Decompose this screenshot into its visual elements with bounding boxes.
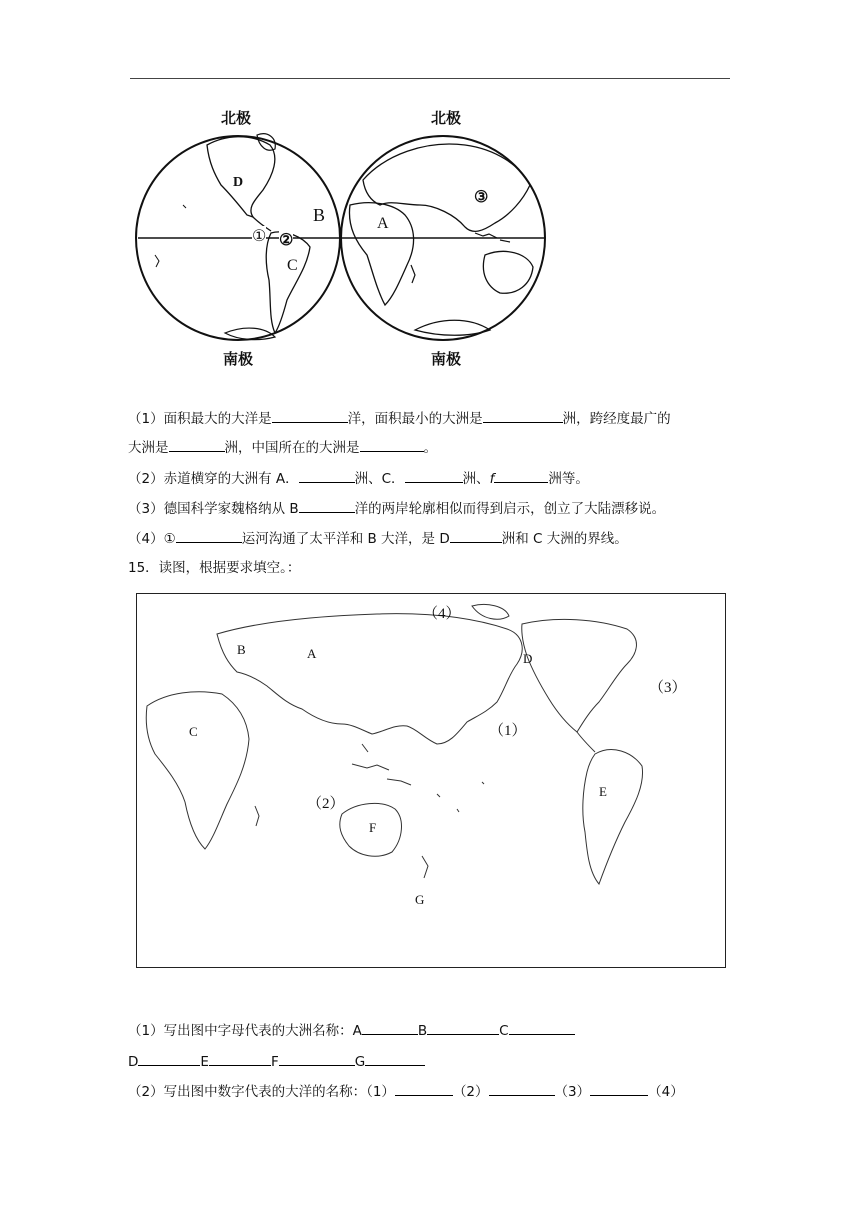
north-america-map-outline [522,619,637,732]
australia-outline [483,251,533,293]
answer-blank[interactable] [494,468,548,483]
south-america-map-outline [583,750,643,884]
pacific-islands-map [437,782,484,812]
label-b: B [313,205,326,225]
q15-s2-text-b: （2） [452,1084,489,1100]
label-circle-1: ① [252,228,267,245]
north-pole-label-left: 北极 [221,109,252,127]
map-label-1: （1） [489,723,527,739]
q14-p1-text-f: 。 [423,440,437,456]
southeast-asia-islands [352,744,411,785]
label-circle-2: ② [279,232,294,249]
q14-p1-text-a: （1）面积最大的大洋是 [128,411,272,427]
label-c: C [287,257,298,274]
label-circle-3: ③ [474,189,489,206]
map-label-a: A [307,646,317,661]
north-pole-label-right: 北极 [431,109,462,127]
q14-p2-text-c: 洲、 [462,471,490,487]
africa-map-outline [146,692,249,849]
q15-title: 15．读图，根据要求填空。： [128,560,301,576]
answer-blank[interactable] [450,528,502,543]
q14-p4-text-b: 运河沟通了太平洋和 B 大洋，是 D [241,531,450,547]
greenland-map-outline [472,604,509,619]
answer-blank[interactable] [299,498,355,513]
answer-blank[interactable] [360,437,424,452]
answer-blank[interactable] [509,1020,575,1035]
q15-s1-text-b: B [417,1023,428,1039]
hawaii-islands [183,205,186,208]
answer-blank[interactable] [489,1081,555,1096]
q15-s1-text-f: F [270,1054,279,1070]
answer-blank[interactable] [138,1051,200,1066]
answer-blank[interactable] [427,1020,499,1035]
answer-blank[interactable] [362,1020,418,1035]
south-pole-label-right: 南极 [431,350,462,368]
answer-blank[interactable] [299,468,355,483]
map-label-f: F [369,820,377,835]
new-zealand-outline [422,856,428,878]
answer-blank[interactable] [405,468,463,483]
label-d: D [233,175,244,190]
map-label-b: B [237,642,246,657]
q14-p3-text-b: 洋的两岸轮廓相似而得到启示，创立了大陆漂移说。 [354,501,666,517]
world-map-figure [136,593,726,968]
header-rule [130,78,730,79]
hemisphere-map-svg [135,105,550,370]
answer-blank[interactable] [483,408,563,423]
q14-p2-text-d: 洲等。 [548,471,589,487]
answer-blank[interactable] [169,437,225,452]
q14-part1-line1 [128,408,671,428]
q15-s1-text-e: E [200,1054,209,1070]
answer-blank[interactable] [279,1051,355,1066]
q15-s1-text-a: （1）写出图中字母代表的大洲名称：A [128,1023,362,1039]
south-pole-label-left: 南极 [223,350,254,368]
map-label-2: （2） [307,796,345,812]
map-label-4: （4） [423,606,461,622]
q14-p1-text-c: 洲，跨经度最广的 [562,411,671,427]
q14-part3 [128,498,665,518]
q15-s1-text-d: D [128,1054,139,1070]
answer-blank[interactable] [590,1081,648,1096]
world-map-svg [137,594,725,967]
q14-p1-text-b: 洋，面积最小的大洲是 [347,411,483,427]
map-label-c: C [189,724,198,739]
q14-part4 [128,528,628,548]
q14-p4-circle-1: ① [163,531,176,547]
q14-p3-text-a: （3）德国科学家魏格纳从 B [128,501,299,517]
q14-p2-letter-f: f [489,471,495,487]
map-label-g: G [415,892,425,907]
answer-blank[interactable] [176,528,242,543]
q14-part1-line2 [128,437,437,457]
q15-s2-text-a: （2）写出图中数字代表的大洋的名称：（1） [128,1084,395,1100]
label-a: A [377,215,389,232]
q14-p2-text-b: 洲、C． [354,471,405,487]
answer-blank[interactable] [365,1051,425,1066]
map-label-3: （3） [649,680,687,696]
q15-part2 [128,1081,684,1101]
q15-s1-text-c: C [499,1023,509,1039]
q14-p4-text-a: （4） [128,531,164,547]
antarctica-east-outline [415,320,490,335]
q14-p2-text-a: （2）赤道横穿的大洲有 A． [128,471,299,487]
q14-p1-text-e: 洲，中国所在的大洲是 [224,440,360,456]
q14-p4-text-c: 洲和 C 大洲的界线。 [501,531,628,547]
central-america-map-outline [577,732,595,752]
hemisphere-map-figure [135,105,550,370]
q15-s2-text-d: （4） [648,1084,684,1100]
madagascar-outline [411,265,415,283]
q14-p1-text-d: 大洲是 [128,440,169,456]
q15-s2-text-c: （3） [554,1084,591,1100]
q15-part1-line1 [128,1020,575,1040]
pacific-islands [155,255,159,267]
map-label-d: D [523,651,533,666]
eurasia-map-outline [217,614,522,744]
map-label-e: E [599,784,607,799]
q15-s1-text-g: G [354,1054,366,1070]
answer-blank[interactable] [209,1051,271,1066]
madagascar-map-outline [255,806,259,826]
q14-part2 [128,468,589,488]
antarctica-west-outline [225,328,275,340]
answer-blank[interactable] [395,1081,453,1096]
q15-part1-line2 [128,1051,425,1071]
answer-blank[interactable] [272,408,348,423]
